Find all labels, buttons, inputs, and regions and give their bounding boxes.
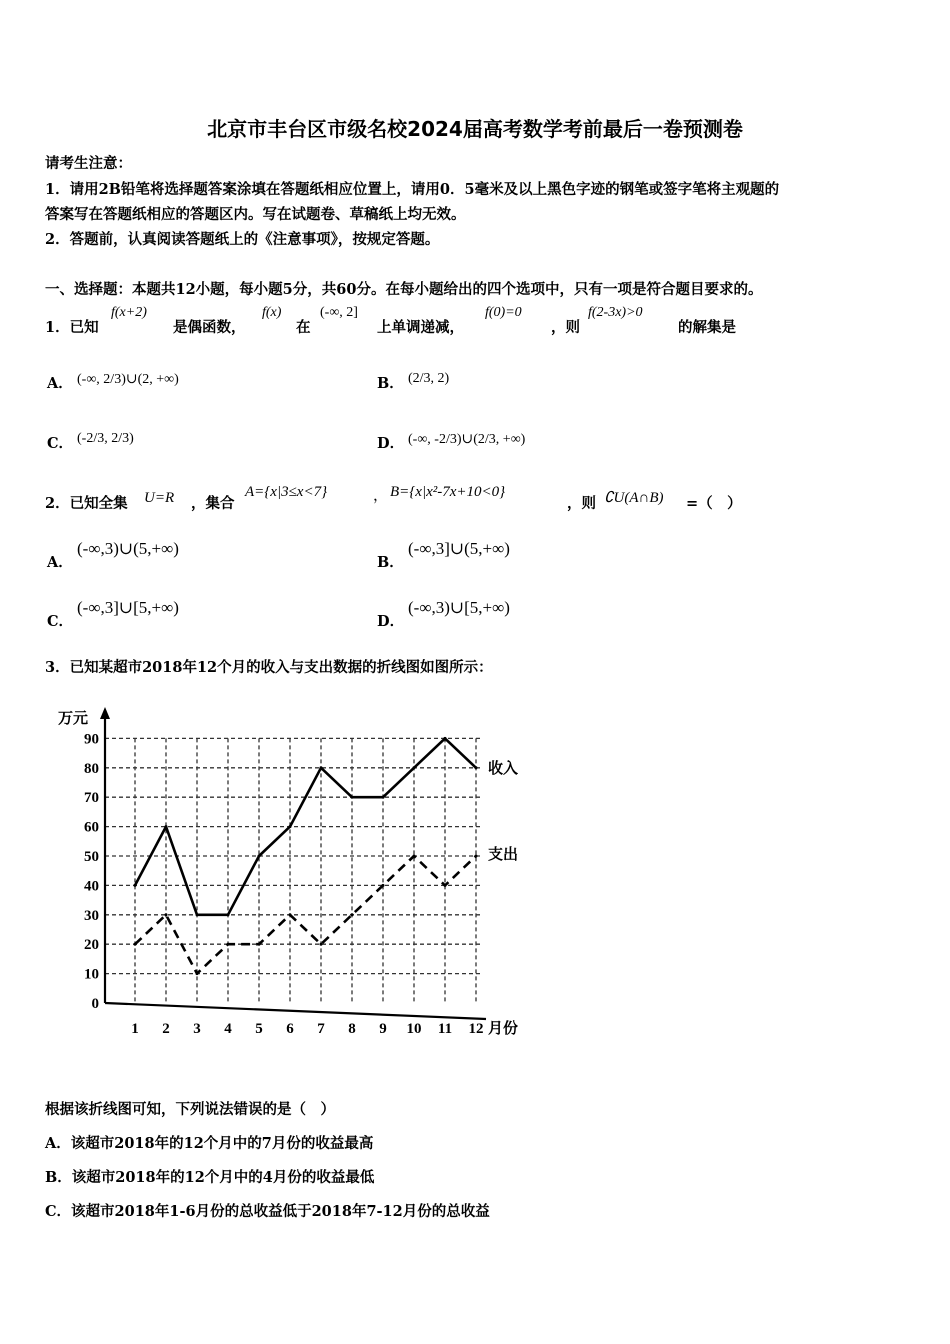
expense-point xyxy=(165,913,168,916)
y-tick-label: 80 xyxy=(84,760,99,777)
x-tick-label: 10 xyxy=(406,1021,422,1037)
q2-set-a: A={x|3≤x<7} xyxy=(245,484,328,500)
q1-option-d[interactable]: (-∞, -2/3)∪(2/3, +∞) xyxy=(408,432,526,447)
q1-option-d-label[interactable]: D． xyxy=(377,435,405,452)
q1-prefix: 1．已知 xyxy=(45,319,99,336)
q2-option-d[interactable]: (-∞,3)∪[5,+∞) xyxy=(408,598,510,617)
x-tick-label: 11 xyxy=(437,1021,453,1037)
page-title: 北京市丰台区市级名校2024届高考数学考前最后一卷预测卷 xyxy=(207,117,743,141)
expense-series-line xyxy=(135,856,476,974)
q2-prefix: 2．已知全集 xyxy=(45,495,128,512)
expense-point xyxy=(320,943,323,946)
y-tick-label: 20 xyxy=(84,937,99,954)
q1-option-b-label[interactable]: B． xyxy=(377,375,404,392)
income-point xyxy=(413,766,416,769)
expense-point xyxy=(258,943,261,946)
section-heading: 一、选择题：本题共12小题，每小题5分，共60分。在每小题给出的四个选项中，只有一项是符合题目要求的。 xyxy=(45,281,763,298)
q1-text-1: 是偶函数， xyxy=(173,319,246,336)
x-tick-label: 3 xyxy=(193,1021,201,1037)
q1-option-c-label[interactable]: C． xyxy=(47,435,74,452)
x-tick-label: 2 xyxy=(162,1021,170,1037)
q1-formula-fx2: f(x+2) xyxy=(111,305,147,320)
income-point xyxy=(134,884,137,887)
q1-formula-fx: f(x) xyxy=(262,305,282,320)
notice-line-1b: 答案写在答题纸相应的答题区内。写在试题卷、草稿纸上均无效。 xyxy=(45,206,466,223)
y-tick-label: 0 xyxy=(91,996,99,1012)
q2-option-c-label[interactable]: C． xyxy=(47,613,74,630)
expense-point xyxy=(134,943,137,946)
income-point xyxy=(289,825,292,828)
q1-text-3: 上单调递减， xyxy=(377,319,464,336)
x-tick-label: 8 xyxy=(348,1021,356,1037)
q3-text: 3．已知某超市2018年12个月的收入与支出数据的折线图如图所示： xyxy=(45,659,493,676)
q3-option-c[interactable]: C．该超市2018年1-6月份的总收益低于2018年7-12月份的总收益 xyxy=(45,1203,490,1220)
q2-universal-set: U=R xyxy=(144,490,175,506)
q2-option-a-label[interactable]: A． xyxy=(47,554,73,571)
y-tick-label: 60 xyxy=(84,819,99,836)
income-point xyxy=(227,913,230,916)
income-point xyxy=(382,796,385,799)
x-tick-label: 9 xyxy=(379,1021,387,1037)
notice-line-2: 2．答题前，认真阅读答题纸上的《注意事项》，按规定答题。 xyxy=(45,231,440,248)
q3-question: 根据该折线图可知，下列说法错误的是（ ） xyxy=(45,1101,335,1118)
income-point xyxy=(351,796,354,799)
y-tick-label: 10 xyxy=(84,966,99,983)
q2-comma: ， xyxy=(373,488,389,504)
q1-option-a-label[interactable]: A． xyxy=(47,375,73,392)
y-tick-label: 70 xyxy=(84,790,99,807)
y-tick-label: 50 xyxy=(84,849,99,865)
x-tick-label: 5 xyxy=(255,1021,263,1037)
income-point xyxy=(258,855,261,858)
income-series-line xyxy=(135,738,476,914)
x-axis-label: 月份 xyxy=(488,1021,519,1037)
expense-point xyxy=(413,855,416,858)
expense-point xyxy=(196,972,199,975)
income-point xyxy=(165,825,168,828)
expense-point xyxy=(289,913,292,916)
notice-heading: 请考生注意： xyxy=(45,155,132,172)
q2-text-2: ，则 xyxy=(567,495,596,512)
expense-point xyxy=(382,884,385,887)
notice-line-1a: 1．请用2B铅笔将选择题答案涂填在答题纸相应位置上，请用0．5毫米及以上黑色字迹的钢笔或签字笔将主观题的 xyxy=(45,181,780,198)
expense-series-label: 支出 xyxy=(488,847,519,863)
income-point xyxy=(475,766,478,769)
x-tick-label: 4 xyxy=(224,1021,232,1037)
q2-option-c[interactable]: (-∞,3]∪[5,+∞) xyxy=(77,598,179,617)
income-series-label: 收入 xyxy=(488,760,519,777)
expense-point xyxy=(351,913,354,916)
x-tick-label: 6 xyxy=(286,1021,294,1037)
expense-point xyxy=(444,884,447,887)
q1-option-c[interactable]: (-2/3, 2/3) xyxy=(77,431,134,446)
q2-option-a[interactable]: (-∞,3)∪(5,+∞) xyxy=(77,539,179,558)
y-axis-label: 万元 xyxy=(58,711,89,727)
q1-formula-f0: f(0)=0 xyxy=(485,305,522,320)
x-tick-label: 12 xyxy=(468,1021,484,1037)
q2-option-b-label[interactable]: B． xyxy=(377,554,404,571)
x-tick-label: 7 xyxy=(317,1021,325,1037)
x-axis xyxy=(105,1003,486,1019)
expense-point xyxy=(227,943,230,946)
y-tick-label: 40 xyxy=(84,878,99,895)
income-point xyxy=(196,913,199,916)
q3-option-b[interactable]: B．该超市2018年的12个月中的4月份的收益最低 xyxy=(45,1169,375,1186)
income-point xyxy=(444,737,447,740)
y-axis-arrow xyxy=(100,707,110,719)
q2-complement-expr: ∁U(A∩B) xyxy=(604,490,664,506)
q2-text-3: =（ ） xyxy=(686,495,742,512)
income-point xyxy=(320,766,323,769)
income-expense-line-chart xyxy=(40,695,540,1055)
q2-text-1: ，集合 xyxy=(191,495,235,512)
q1-text-4: ，则 xyxy=(551,319,580,336)
q1-text-2: 在 xyxy=(296,319,311,336)
expense-point xyxy=(475,855,478,858)
q1-option-b[interactable]: (2/3, 2) xyxy=(408,371,450,386)
q1-text-5: 的解集是 xyxy=(678,319,736,336)
q1-option-a[interactable]: (-∞, 2/3)∪(2, +∞) xyxy=(77,372,179,387)
q3-option-a[interactable]: A．该超市2018年的12个月中的7月份的收益最高 xyxy=(45,1135,374,1152)
q1-formula-f23x: f(2-3x)>0 xyxy=(588,305,643,320)
y-tick-label: 30 xyxy=(84,907,99,924)
y-tick-label: 90 xyxy=(84,731,99,748)
q2-set-b: B={x|x²-7x+10<0} xyxy=(390,484,506,500)
q2-option-d-label[interactable]: D． xyxy=(377,613,405,630)
q2-option-b[interactable]: (-∞,3]∪(5,+∞) xyxy=(408,539,510,558)
x-tick-label: 1 xyxy=(131,1021,139,1037)
q1-interval: (-∞, 2] xyxy=(320,305,358,320)
